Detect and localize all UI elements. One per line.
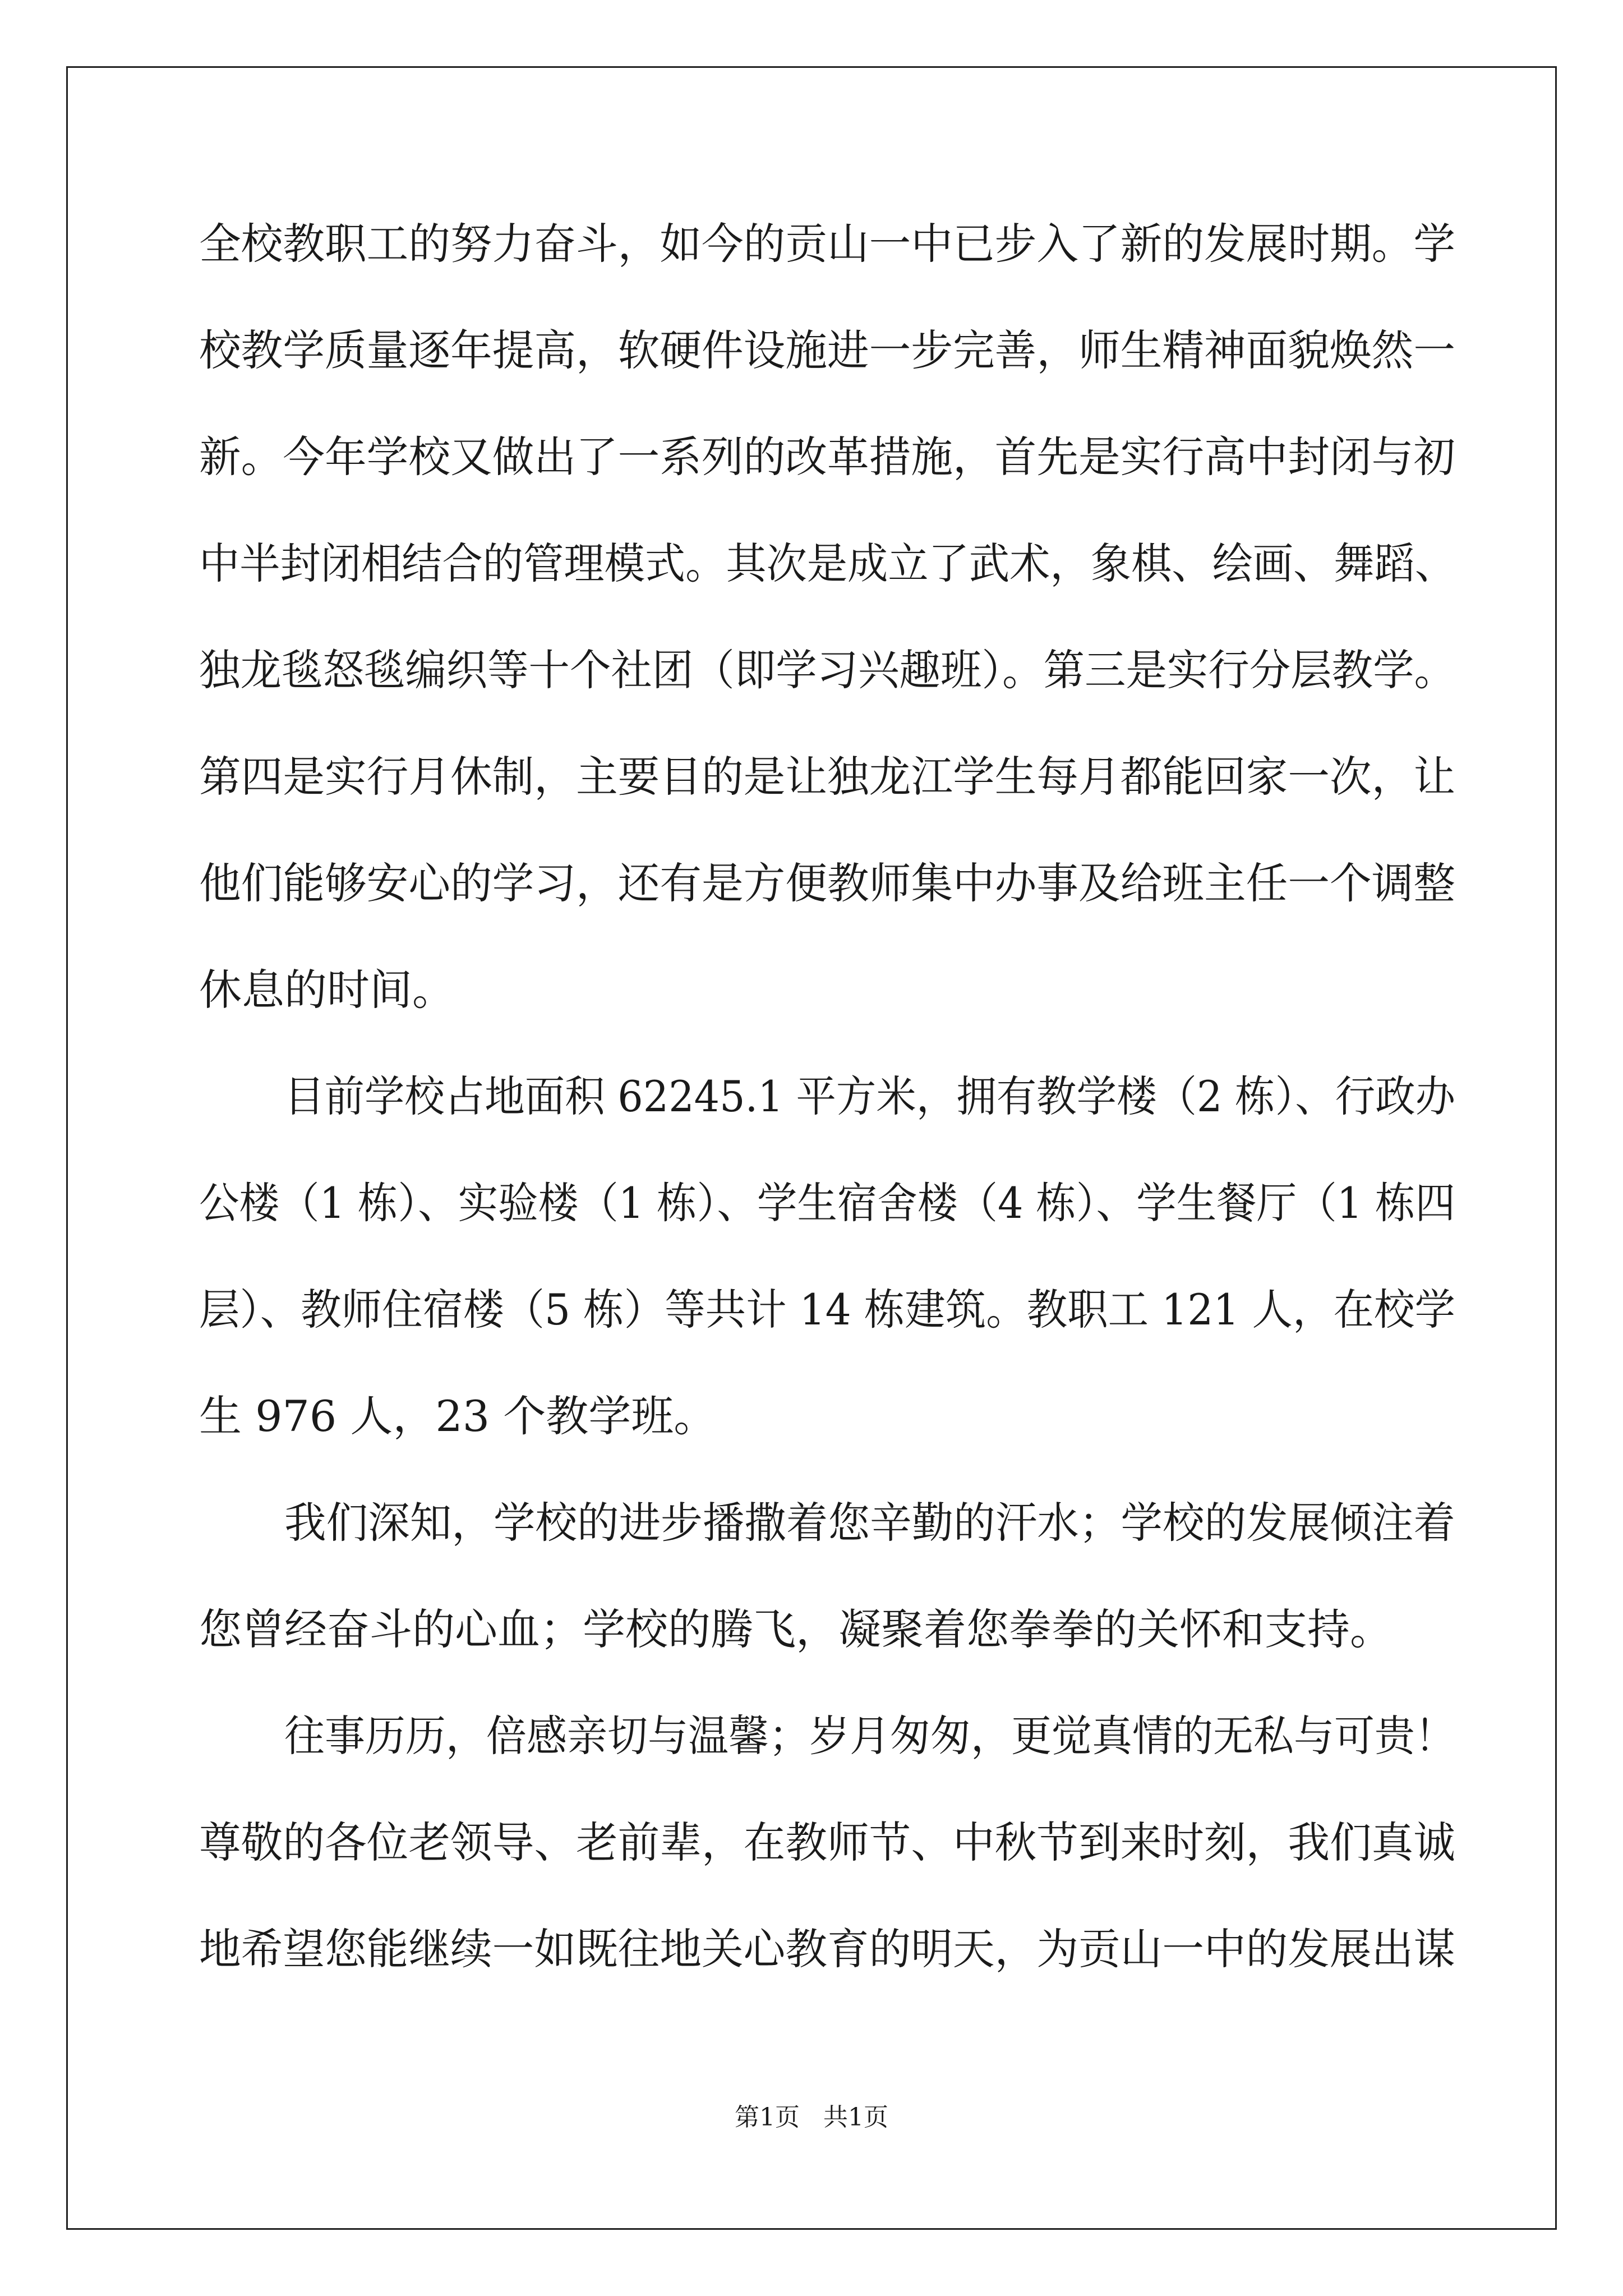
- paragraph-line: 我们深知，学校的进步播撒着您辛勤的汗水；学校的发展倾注着: [284, 1498, 1455, 1548]
- paragraph-line: 您曾经奋斗的心血；学校的腾飞，凝聚着您拳拳的关怀和支持。: [199, 1604, 1393, 1654]
- paragraph-line: 独龙毯怒毯编织等十个社团（即学习兴趣班）。第三是实行分层教学。: [199, 645, 1455, 695]
- paragraph-line: 中半封闭相结合的管理模式。其次是成立了武术，象棋、绘画、舞蹈、: [199, 539, 1455, 588]
- paragraph-line: 新。今年学校又做出了一系列的改革措施，首先是实行高中封闭与初: [199, 432, 1455, 482]
- paragraph-line: 公楼（1 栋）、实验楼（1 栋）、学生宿舍楼（4 栋）、学生餐厅（1 栋四: [199, 1178, 1456, 1228]
- paragraph-line: 地希望您能继续一如既往地关心教育的明天，为贡山一中的发展出谋: [199, 1924, 1455, 1974]
- paragraph-line: 往事历历，倍感亲切与温馨；岁月匆匆，更觉真情的无私与可贵！: [284, 1711, 1455, 1761]
- paragraph-line: 目前学校占地面积 62245.1 平方米，拥有教学楼（2 栋）、行政办: [284, 1071, 1456, 1121]
- paragraph-line: 层）、教师住宿楼（5 栋）等共计 14 栋建筑。教职工 121 人，在校学: [199, 1285, 1455, 1335]
- page-footer: 第1页 共1页: [735, 2103, 888, 2132]
- page-border: [66, 66, 1557, 2230]
- paragraph-line: 尊敬的各位老领导、老前辈，在教师节、中秋节到来时刻，我们真诚: [199, 1818, 1455, 1867]
- paragraph-line: 生 976 人，23 个教学班。: [199, 1391, 717, 1441]
- paragraph-line: 他们能够安心的学习，还有是方便教师集中办事及给班主任一个调整: [199, 858, 1455, 908]
- paragraph-line: 全校教职工的努力奋斗，如今的贡山一中已步入了新的发展时期。学: [199, 219, 1455, 269]
- paragraph-line: 校教学质量逐年提高，软硬件设施进一步完善，师生精神面貌焕然一: [199, 325, 1455, 375]
- paragraph-line: 休息的时间。: [199, 965, 455, 1015]
- paragraph-line: 第四是实行月休制，主要目的是让独龙江学生每月都能回家一次，让: [199, 752, 1455, 802]
